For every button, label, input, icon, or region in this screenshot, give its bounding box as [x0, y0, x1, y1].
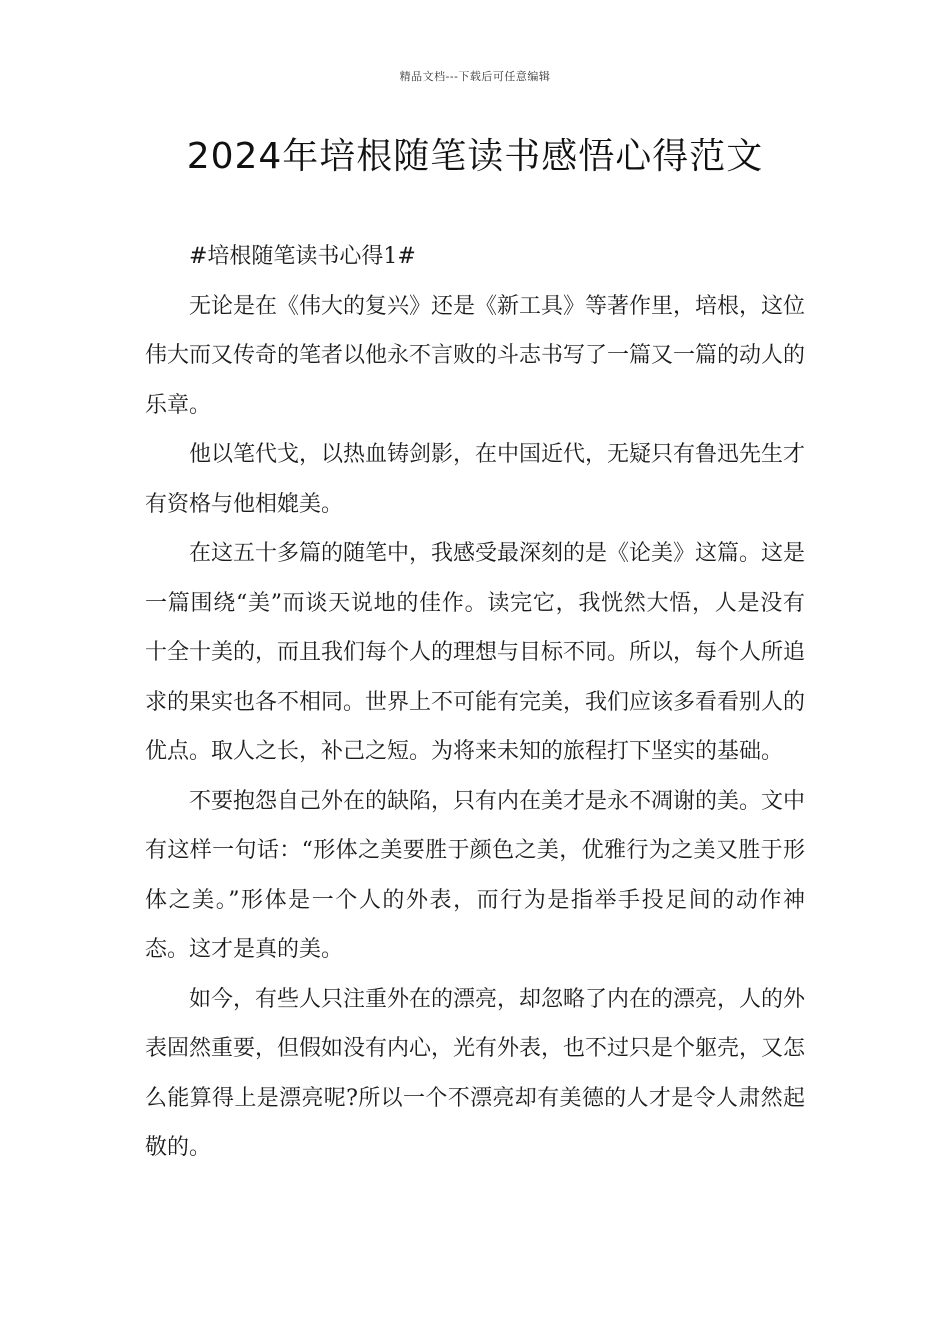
- paragraph: 如今，有些人只注重外在的漂亮，却忽略了内在的漂亮，人的外表固然重要，但假如没有内心，光有外表，也不过只是个躯壳，又怎么能算得上是漂亮呢?所以一个不漂亮却有美德的人才是令人肃然起敬的。: [145, 986, 806, 1160]
- paragraph: 不要抱怨自己外在的缺陷，只有内在美才是永不凋谢的美。文中有这样一句话：“形体之美要胜于颜色之美，优雅行为之美又胜于形体之美。”形体是一个人的外表，而行为是指举手投足间的动作神态。这才是真的美。: [145, 788, 806, 962]
- paragraph: 在这五十多篇的随笔中，我感受最深刻的是《论美》这篇。这是一篇围绕“美”而谈天说地的佳作。读完它，我恍然大悟，人是没有十全十美的，而且我们每个人的理想与目标不同。所以，每个人所追求的果实也各不相同。世界上不可能有完美，我们应该多看看别人的优点。取人之长，补己之短。为将来未知的旅程打下坚实的基础。: [145, 541, 806, 764]
- header-note: 精品文档---下载后可任意编辑: [399, 70, 551, 83]
- paragraph: 他以笔代戈，以热血铸剑影，在中国近代，无疑只有鲁迅先生才有资格与他相媲美。: [145, 442, 806, 517]
- paragraph: 无论是在《伟大的复兴》还是《新工具》等著作里，培根，这位伟大而又传奇的笔者以他永不言败的斗志书写了一篇又一篇的动人的乐章。: [145, 293, 806, 418]
- section-heading: #培根随笔读书心得1#: [189, 244, 416, 269]
- document-title: 2024年培根随笔读书感悟心得范文: [186, 136, 764, 177]
- document-body: [145, 232, 805, 1173]
